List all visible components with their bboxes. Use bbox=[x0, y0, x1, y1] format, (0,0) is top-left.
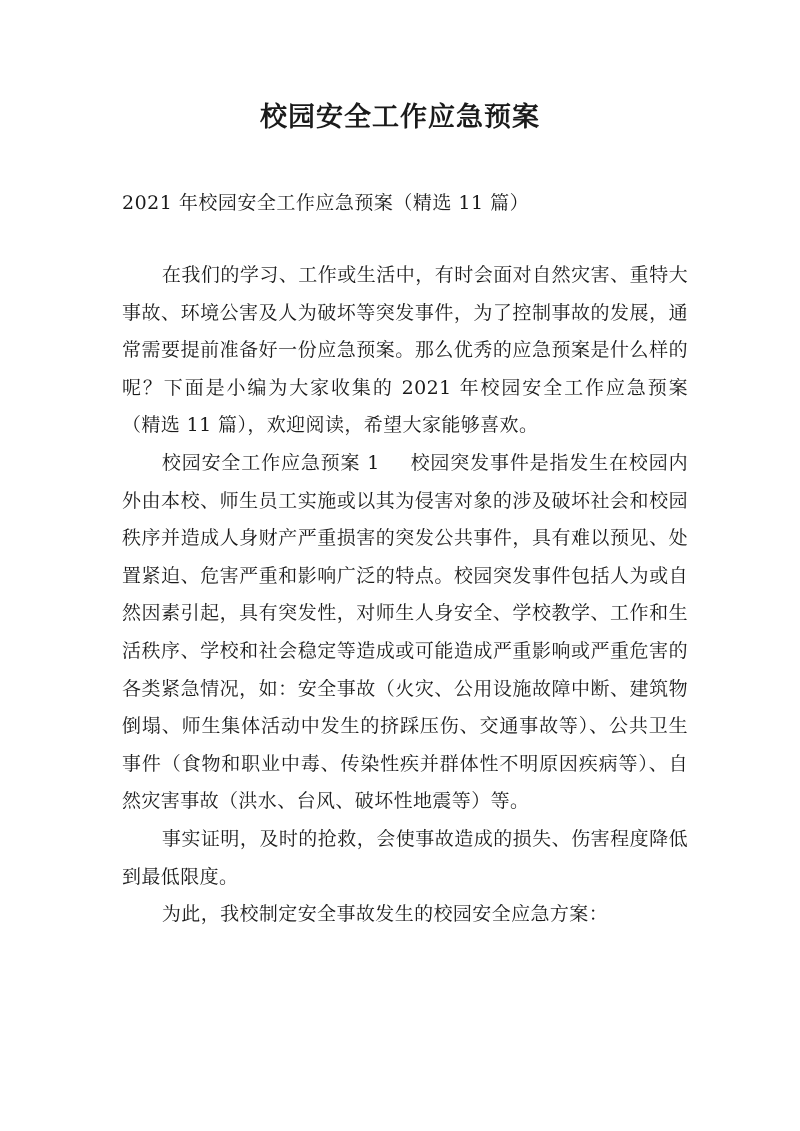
section-1-heading: 校园安全工作应急预案 1 bbox=[161, 451, 380, 474]
document-title: 校园安全工作应急预案 bbox=[260, 102, 540, 133]
paragraph-3: 事实证明，及时的抢救，会使事故造成的损失、伤害程度降低到最低限度。 bbox=[122, 827, 688, 888]
section-1-paragraph bbox=[122, 445, 688, 821]
document-body bbox=[122, 257, 688, 934]
paragraph-4: 为此，我校制定安全事故发生的校园安全应急方案： bbox=[161, 903, 609, 926]
section-1-text: 校园突发事件是指发生在校园内外由本校、师生员工实施或以其为侵害对象的涉及破坏社会和校园秩序并造成人身财产严重损害的突发公共事件，具有难以预见、处置紧迫、危害严重和影响广泛的特点。校园突发事件包括人为或自然因素引起，具有突发性，对师生人身安全、学校教学、工作和生活秩序、学校和社会稳定等造成或可能造成严重影响或严重危害的各类紧急情况，如：安全事故（火灾、公用设施故障中断、建筑物倒塌、师生集体活动中发生的挤踩压伤、交通事故等）、公共卫生事件（食物和职业中毒、传染性疾并群体性不明原因疾病等）、自然灾害事故（洪水、台风、破坏性地震等）等。 bbox=[122, 451, 688, 813]
intro-paragraph: 在我们的学习、工作或生活中，有时会面对自然灾害、重特大事故、环境公害及人为破坏等突发事件，为了控制事故的发展，通常需要提前准备好一份应急预案。那么优秀的应急预案是什么样的呢？下面是小编为大家收集的 2021 年校园安全工作应急预案（精选 11 篇），欢迎阅读，希望大家能够喜欢。 bbox=[122, 264, 688, 437]
document-subtitle: 2021 年校园安全工作应急预案（精选 11 篇） bbox=[122, 192, 530, 214]
